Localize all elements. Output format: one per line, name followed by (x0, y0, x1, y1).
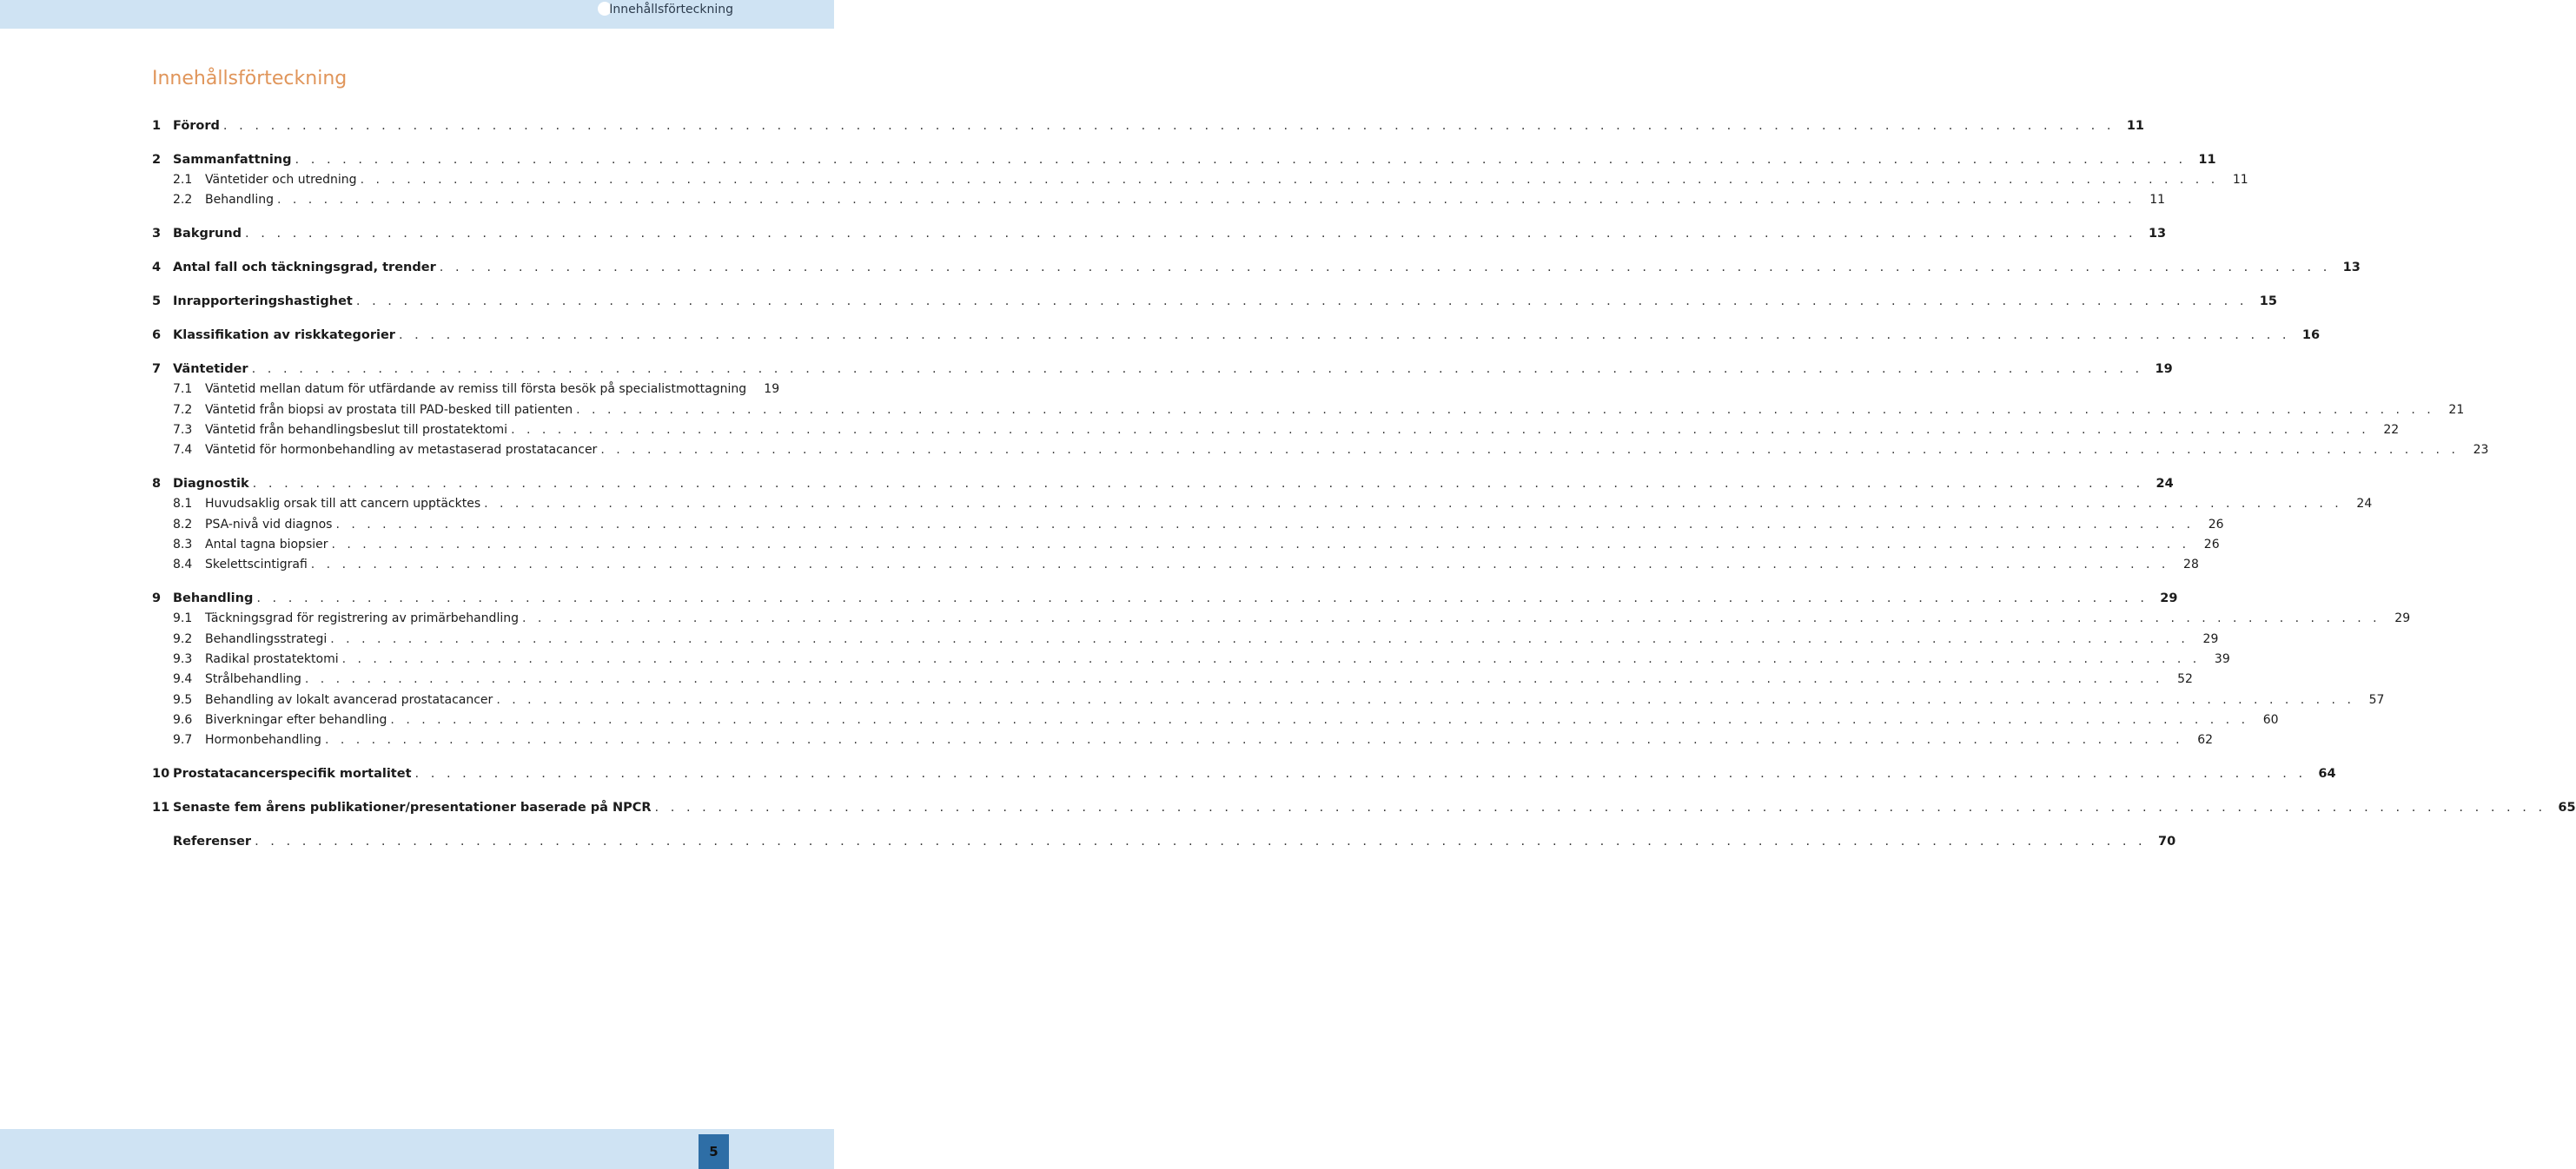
toc-dot-leader: . . . . . . . . . . . . . . . . . . . . . . . . . . . . . . . . . . . . . . . . . . . . . . . . . . . . . . . . . . . . . . . . . . . . . . . . . . . . . . . . . . . . . . . . . . . . . . . . . . . . . . . . . . . . . . . . . . . . . . . . (310, 558, 2169, 572)
toc-section-entry[interactable] (152, 497, 2373, 517)
toc-entry-title: Inrapporteringshastighet (173, 294, 353, 309)
toc-section-entry[interactable] (152, 382, 780, 402)
toc-entry-title: Biverkningar efter behandling (205, 712, 387, 727)
toc-entry-title: Behandling av lokalt avancerad prostatacancer (205, 692, 493, 707)
toc-dot-leader: . . . . . . . . . . . . . . . . . . . . . . . . . . . . . . . . . . . . . . . . . . . . . . . . . . . . . . . . . . . . . . . . . . . . . . . . . . . . . . . . . . . . . . . . . . . . . . . . . . . . . . . . . . . . . . . . . . . . . . . . (414, 767, 2307, 782)
toc-section-entry[interactable] (152, 558, 2199, 578)
toc-chapter-entry[interactable] (152, 261, 2361, 281)
toc-chapter-entry[interactable] (152, 767, 2336, 787)
toc-entry-number: 8.2 (173, 517, 193, 532)
toc-dot-leader: . . . . . . . . . . . . . . . . . . . . . . . . . . . . . . . . . . . . . . . . . . . . . . . . . . . . . . . . . . . . . . . . . . . . . . . . . . . . . . . . . . . . . . . . . . . . . . . . . . . . . . . . . . . . . . . . . . . . . . . . (255, 834, 2147, 849)
toc-entry-number: 7.1 (173, 382, 193, 397)
toc-dot-leader: . . . . . . . . . . . . . . . . . . . . . . . . . . . . . . . . . . . . . . . . . . . . . . . . . . . . . . . . . . . . . . . . . . . . . . . . . . . . . . . . . . . . . . . . . . . . . . . . . . . . . . . . . . . . . . . . . . . . . . . . (304, 672, 2163, 687)
toc-dot-leader: . . . . . . . . . . . . . . . . . . . . . . . . . . . . . . . . . . . . . . . . . . . . . . . . . . . . . . . . . . . . . . . . . . . . . . . . . . . . . . . . . . . . . . . . . . . . . . . . . . . . . . . . . . . . . . . . . . . . . . . . (484, 497, 2343, 512)
toc-entry-page: 39 (2214, 651, 2230, 666)
toc-entry-title: Behandling (205, 193, 274, 208)
toc-entry-number: 7.3 (173, 422, 193, 437)
toc-entry-number: 6 (152, 328, 162, 343)
toc-dot-leader: . . . . . . . . . . . . . . . . . . . . . . . . . . . . . . . . . . . . . . . . . . . . . . . . . . . . . . . . . . . . . . . . . . . . . . . . . . . . . . . . . . . . . . . . . . . . . . . . . . . . . . . . . . . . . . . . . . . . . . . . (522, 611, 2381, 626)
toc-entry-title: Hormonbehandling (205, 733, 321, 748)
toc-entry-title: Referenser (173, 834, 252, 849)
toc-dot-leader: . . . . . . . . . . . . . . . . . . . . . . . . . . . . . . . . . . . . . . . . . . . . . . . . . . . . . . . . . . . . . . . . . . . . . . . . . . . . . . . . . . . . . . . . . . . . . . . . . . . . . . . . . . . . . . . . . . . . . . . . (335, 517, 2195, 532)
toc-entry-page: 19 (764, 382, 780, 397)
toc-chapter-entry[interactable] (152, 800, 2576, 821)
toc-entry-number: 8.1 (173, 497, 193, 512)
toc-dot-leader: . . . . . . . . . . . . . . . . . . . . . . . . . . . . . . . . . . . . . . . . . . . . . . . . . . . . . . . . . . . . . . . . . . . . . . . . . . . . . . . . . . . . . . . . . . . . . . . . . . . . . . . . . . . . . . . . . . . . . . . . (390, 712, 2249, 727)
toc-section-entry[interactable] (152, 402, 2465, 423)
toc-entry-number: 8.4 (173, 558, 193, 572)
toc-entry-number: 2.2 (173, 193, 193, 208)
toc-entry-title: Förord (173, 119, 220, 133)
toc-entry-page: 22 (2383, 422, 2400, 437)
toc-section-entry[interactable] (152, 443, 2489, 463)
toc-entry-page: 11 (2198, 152, 2216, 167)
toc-entry-title: Väntetid från behandlingsbeslut till prostatektomi (205, 422, 508, 437)
toc-section-entry[interactable] (152, 173, 2248, 193)
toc-entry-title: Antal tagna biopsier (205, 537, 328, 551)
toc-chapter-entry[interactable] (152, 477, 2174, 497)
toc-entry-page: 29 (2160, 591, 2178, 606)
toc-entry-title: Bakgrund (173, 227, 242, 241)
toc-entry-title: Väntetider (173, 361, 248, 376)
header-title: Innehållsförteckning (609, 3, 733, 17)
toc-entry-title: Väntetid mellan datum för utfärdande av remiss till första besök på specialistmottagning (205, 382, 747, 397)
toc-section-entry[interactable] (152, 651, 2230, 672)
toc-entry-title: Strålbehandling (205, 672, 301, 687)
toc-entry-page: 26 (2208, 517, 2224, 532)
toc-entry-page: 29 (2394, 611, 2411, 626)
toc-section-entry[interactable] (152, 517, 2224, 538)
toc-dot-leader: . . . . . . . . . . . . . . . . . . . . . . . . . . . . . . . . . . . . . . . . . . . . . . . . . . . . . . . . . . . . . . . . . . . . . . . . . . . . . . . . . . . . . . . . . . . . . . . . . . . . . . . . . . . . . . . . . . . . . . . . (330, 631, 2189, 646)
toc-dot-leader: . . . . . . . . . . . . . . . . . . . . . . . . . . . . . . . . . . . . . . . . . . . . . . . . . . . . . . . . . . . . . . . . . . . . . . . . . . . . . . . . . . . . . . . . . . . . . . . . . . . . . . . . . . . . . . . . . . . . . . . . (331, 537, 2190, 551)
toc-entry-page: 29 (2202, 631, 2219, 646)
toc-entry-title: Diagnostik (173, 477, 249, 492)
toc-dot-leader: . . . . . . . . . . . . . . . . . . . . . . . . . . . . . . . . . . . . . . . . . . . . . . . . . . . . . . . . . . . . . . . . . . . . . . . . . . . . . . . . . . . . . . . . . . . . . . . . . . . . . . . . . . . . . . . . . . . . . . . . (576, 402, 2435, 417)
toc-dot-leader: . . . . . . . . . . . . . . . . . . . . . . . . . . . . . . . . . . . . . . . . . . . . . . . . . . . . . . . . . . . . . . . . . . . . . . . . . . . . . . . . . . . . . . . . . . . . . . . . . . . . . . . . . . . . . . . . . . . . . . . . (600, 443, 2460, 458)
toc-entry-title: Radikal prostatektomi (205, 651, 339, 666)
toc-entry-page: 11 (2232, 173, 2248, 188)
toc-entry-title: Väntetid från biopsi av prostata till PAD-besked till patienten (205, 402, 573, 417)
toc-section-entry[interactable] (152, 631, 2219, 652)
toc-entry-page: 57 (2368, 692, 2385, 707)
toc-entry-page: 11 (2149, 193, 2166, 208)
toc-heading: Innehållsförteckning (152, 68, 348, 89)
toc-chapter-entry[interactable] (152, 294, 2277, 314)
toc-dot-leader: . . . . . . . . . . . . . . . . . . . . . . . . . . . . . . . . . . . . . . . . . . . . . . . . . . . . . . . . . . . . . . . . . . . . . . . . . . . . . . . . . . . . . . . . . . . . . . . . . . . . . . . . . . . . . . . . . . . . . . . . (360, 173, 2219, 188)
toc-chapter-entry[interactable] (152, 834, 2176, 855)
toc-entry-title: PSA-nivå vid diagnos (205, 517, 333, 532)
toc-entry-number: 7.2 (173, 402, 193, 417)
toc-entry-page: 13 (2148, 227, 2167, 241)
toc-section-entry[interactable] (152, 692, 2385, 713)
toc-entry-number: 9.2 (173, 631, 193, 646)
toc-entry-title: Prostatacancerspecifik mortalitet (173, 767, 412, 782)
toc-dot-leader: . . . . . . . . . . . . . . . . . . . . . . . . . . . . . . . . . . . . . . . . . . . . . . . . . . . . . . . . . . . . . . . . . . . . . . . . . . . . . . . . . . . . . . . . . . . . . . . . . . . . . . . . . . . . . . . . . . . . . . . . (251, 361, 2143, 376)
toc-entry-number: 9.1 (173, 611, 193, 626)
toc-entry-number: 3 (152, 227, 162, 241)
toc-section-entry[interactable] (152, 422, 2400, 443)
toc-entry-page: 11 (2126, 119, 2145, 133)
toc-section-entry[interactable] (152, 193, 2166, 213)
toc-entry-page: 24 (2356, 497, 2373, 512)
toc-entry-number: 9.5 (173, 692, 193, 707)
toc-section-entry[interactable] (152, 537, 2220, 558)
toc-dot-leader: . . . . . . . . . . . . . . . . . . . . . . . . . . . . . . . . . . . . . . . . . . . . . . . . . . . . . . . . . . . . . . . . . . . . . . . . . . . . . . . . . . . . . . . . . . . . . . . . . . . . . . . . . . . . . . . . . . . . . . . . (222, 119, 2116, 133)
toc-entry-number: 7.4 (173, 443, 193, 458)
toc-dot-leader: . . . . . . . . . . . . . . . . . . . . . . . . . . . . . . . . . . . . . . . . . . . . . . . . . . . . . . . . . . . . . . . . . . . . . . . . . . . . . . . . . . . . . . . . . . . . . . . . . . . . . . . . . . . . . . . . . . . . . . . . (256, 591, 2149, 606)
header-band (0, 0, 834, 29)
toc-entry-page: 64 (2318, 767, 2336, 782)
toc-entry-title: Senaste fem årens publikationer/presentationer baserade på NPCR (173, 800, 652, 815)
toc-dot-leader: . . . . . . . . . . . . . . . . . . . . . . . . . . . . . . . . . . . . . . . . . . . . . . . . . . . . . . . . . . . . . . . . . . . . . . . . . . . . . . . . . . . . . . . . . . . . . . . . . . . . . . . . . . . . . . . . . . . . . . . . (245, 227, 2137, 241)
toc-entry-title: Huvudsaklig orsak till att cancern upptäcktes (205, 497, 481, 512)
page-number-badge: 5 (699, 1134, 729, 1169)
toc-chapter-entry[interactable] (152, 227, 2167, 247)
toc-entry-number: 9.4 (173, 672, 193, 687)
toc-entry-page: 16 (2301, 328, 2321, 343)
toc-entry-title: Väntetid för hormonbehandling av metastaserad prostatacancer (205, 443, 598, 458)
toc-entry-number: 8.3 (173, 537, 193, 551)
toc-dot-leader: . . . . . . . . . . . . . . . . . . . . . . . . . . . . . . . . . . . . . . . . . . . . . . . . . . . . . . . . . . . . . . . . . . . . . . . . . . . . . . . . . . . . . . . . . . . . . . . . . . . . . . . . . . . . . . . . . . . . . . . . (496, 692, 2355, 707)
toc-chapter-entry[interactable] (152, 361, 2173, 382)
toc-entry-title: Täckningsgrad för registrering av primärbehandling (205, 611, 519, 626)
toc-section-entry[interactable] (152, 611, 2411, 631)
toc-entry-title: Skelettscintigrafi (205, 558, 308, 572)
toc-entry-page: 24 (2155, 477, 2174, 492)
toc-entry-page: 26 (2203, 537, 2220, 551)
toc-dot-leader: . . . . . . . . . . . . . . . . . . . . . . . . . . . . . . . . . . . . . . . . . . . . . . . . . . . . . . . . . . . . . . . . . . . . . . . . . . . . . . . . . . . . . . . . . . . . . . . . . . . . . . . . . . . . . . . . . . . . . . . . (295, 152, 2187, 167)
toc-entry-number: 5 (152, 294, 162, 309)
toc-entry-number: 1 (152, 119, 162, 133)
toc-entry-number: 4 (152, 261, 162, 275)
toc-chapter-entry[interactable] (152, 119, 2145, 139)
toc-entry-number: 9.6 (173, 712, 193, 727)
toc-entry-title: Klassifikation av riskkategorier (173, 328, 395, 343)
toc-entry-page: 19 (2155, 361, 2173, 376)
toc-dot-leader: . . . . . . . . . . . . . . . . . . . . . . . . . . . . . . . . . . . . . . . . . . . . . . . . . . . . . . . . . . . . . . . . . . . . . . . . . . . . . . . . . . . . . . . . . . . . . . . . . . . . . . . . . . . . . . . . . . . . . . . . (654, 800, 2546, 815)
toc-entry-page: 15 (2259, 294, 2277, 309)
toc-entry-title: Behandling (173, 591, 254, 606)
toc-entry-page: 62 (2197, 733, 2214, 748)
toc-entry-title: Antal fall och täckningsgrad, trender (173, 261, 436, 275)
toc-dot-leader: . . . . . . . . . . . . . . . . . . . . . . . . . . . . . . . . . . . . . . . . . . . . . . . . . . . . . . . . . . . . . . . . . . . . . . . . . . . . . . . . . . . . . . . . . . . . . . . . . . . . . . . . . . . . . . . . . . . . . . . . (276, 193, 2136, 208)
toc-entry-page: 28 (2183, 558, 2199, 572)
toc-entry-number: 7 (152, 361, 162, 376)
toc-dot-leader: . . . . . . . . . . . . . . . . . . . . . . . . . . . . . . . . . . . . . . . . . . . . . . . . . . . . . . . . . . . . . . . . . . . . . . . . . . . . . . . . . . . . . . . . . . . . . . . . . . . . . . . . . . . . . . . . . . . . . . . . (355, 294, 2248, 309)
toc-section-entry[interactable] (152, 672, 2193, 692)
toc-entry-page: 52 (2177, 672, 2193, 687)
toc-dot-leader: . . . . . . . . . . . . . . . . . . . . . . . . . . . . . . . . . . . . . . . . . . . . . . . . . . . . . . . . . . . . . . . . . . . . . . . . . . . . . . . . . . . . . . . . . . . . . . . . . . . . . . . . . . . . . . . . . . . . . . . . (439, 261, 2331, 275)
toc-entry-page: 70 (2157, 834, 2176, 849)
toc-entry-number: 9.7 (173, 733, 193, 748)
toc-entry-number: 10 (152, 767, 170, 782)
toc-dot-leader: . . . . . . . . . . . . . . . . . . . . . . . . . . . . . . . . . . . . . . . . . . . . . . . . . . . . . . . . . . . . . . . . . . . . . . . . . . . . . . . . . . . . . . . . . . . . . . . . . . . . . . . . . . . . . . . . . . . . . . . . (398, 328, 2291, 343)
toc-chapter-entry[interactable] (152, 328, 2321, 348)
toc-dot-leader: . . . . . . . . . . . . . . . . . . . . . . . . . . . . . . . . . . . . . . . . . . . . . . . . . . . . . . . . . . . . . . . . . . . . . . . . . . . . . . . . . . . . . . . . . . . . . . . . . . . . . . . . . . . . . . . . . . . . . . . . (324, 733, 2184, 748)
toc-entry-page: 60 (2262, 712, 2279, 727)
toc-section-entry[interactable] (152, 712, 2279, 733)
toc-chapter-entry[interactable] (152, 152, 2216, 173)
toc-entry-number: 9 (152, 591, 162, 606)
toc-entry-page: 65 (2558, 800, 2576, 815)
toc-entry-page: 13 (2342, 261, 2361, 275)
toc-entry-title: Behandlingsstrategi (205, 631, 328, 646)
toc-entry-page: 23 (2473, 443, 2489, 458)
toc-list (152, 119, 2576, 855)
toc-entry-number: 2.1 (173, 173, 193, 188)
toc-entry-title: Sammanfattning (173, 152, 292, 167)
toc-entry-number: 2 (152, 152, 162, 167)
toc-dot-leader: . . . . . . . . . . . . . . . . . . . . . . . . . . . . . . . . . . . . . . . . . . . . . . . . . . . . . . . . . . . . . . . . . . . . . . . . . . . . . . . . . . . . . . . . . . . . . . . . . . . . . . . . . . . . . . . . . . . . . . . . (511, 422, 2370, 437)
toc-section-entry[interactable] (152, 733, 2214, 753)
toc-dot-leader: . . . . . . . . . . . . . . . . . . . . . . . . . . . . . . . . . . . . . . . . . . . . . . . . . . . . . . . . . . . . . . . . . . . . . . . . . . . . . . . . . . . . . . . . . . . . . . . . . . . . . . . . . . . . . . . . . . . . . . . . (252, 477, 2144, 492)
toc-chapter-entry[interactable] (152, 591, 2178, 611)
toc-entry-number: 8 (152, 477, 162, 492)
toc-entry-page: 21 (2448, 402, 2465, 417)
toc-entry-number: 11 (152, 800, 170, 815)
toc-entry-title: Väntetider och utredning (205, 173, 357, 188)
toc-dot-leader: . . . . . . . . . . . . . . . . . . . . . . . . . . . . . . . . . . . . . . . . . . . . . . . . . . . . . . . . . . . . . . . . . . . . . . . . . . . . . . . . . . . . . . . . . . . . . . . . . . . . . . . . . . . . . . . . . . . . . . . . (341, 651, 2201, 666)
toc-entry-number: 9.3 (173, 651, 193, 666)
